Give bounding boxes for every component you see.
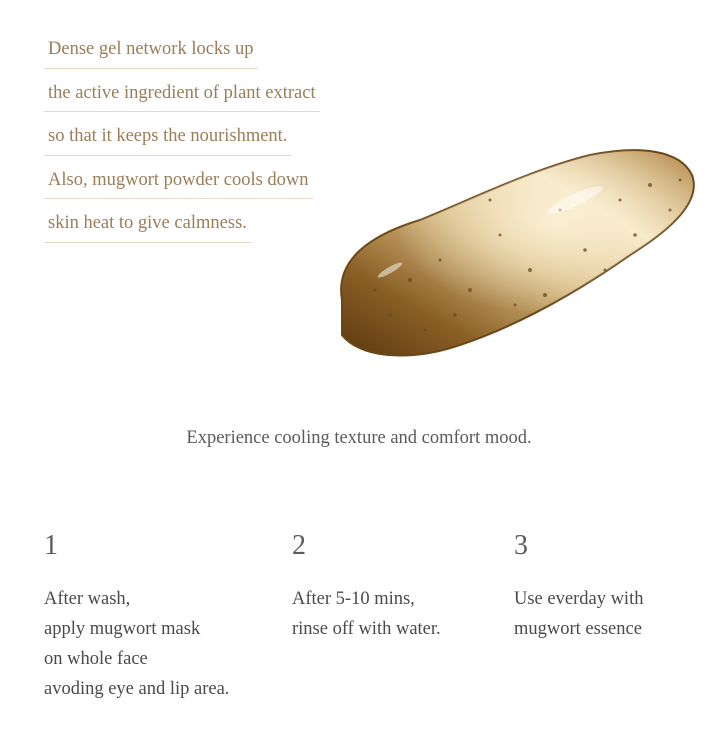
intro-text-block [44, 36, 320, 254]
step-number: 1 [44, 530, 58, 561]
step-description [514, 584, 643, 644]
step-line: apply mugwort mask [44, 619, 201, 639]
mugwort-gel-texture-image [330, 140, 700, 375]
step-line: mugwort essence [514, 619, 642, 639]
step-number: 2 [292, 530, 306, 561]
intro-line: the active ingredient of plant extract [44, 80, 320, 113]
step-description [292, 584, 441, 644]
intro-line: Also, mugwort powder cools down [44, 167, 313, 200]
intro-line: so that it keeps the nourishment. [44, 123, 291, 156]
step-line: avoding eye and lip area. [44, 679, 230, 699]
intro-line: Dense gel network locks up [44, 36, 258, 69]
step-1 [44, 532, 229, 704]
step-3 [514, 532, 643, 644]
step-number: 3 [514, 530, 528, 561]
step-line: on whole face [44, 649, 148, 669]
step-2 [292, 532, 441, 644]
step-line: rinse off with water. [292, 619, 441, 639]
step-line: After 5-10 mins, [292, 589, 415, 609]
intro-line: skin heat to give calmness. [44, 210, 251, 243]
step-description [44, 584, 229, 704]
tagline: Experience cooling texture and comfort mood. [186, 428, 532, 448]
step-line: After wash, [44, 589, 131, 609]
step-line: Use everday with [514, 589, 644, 609]
